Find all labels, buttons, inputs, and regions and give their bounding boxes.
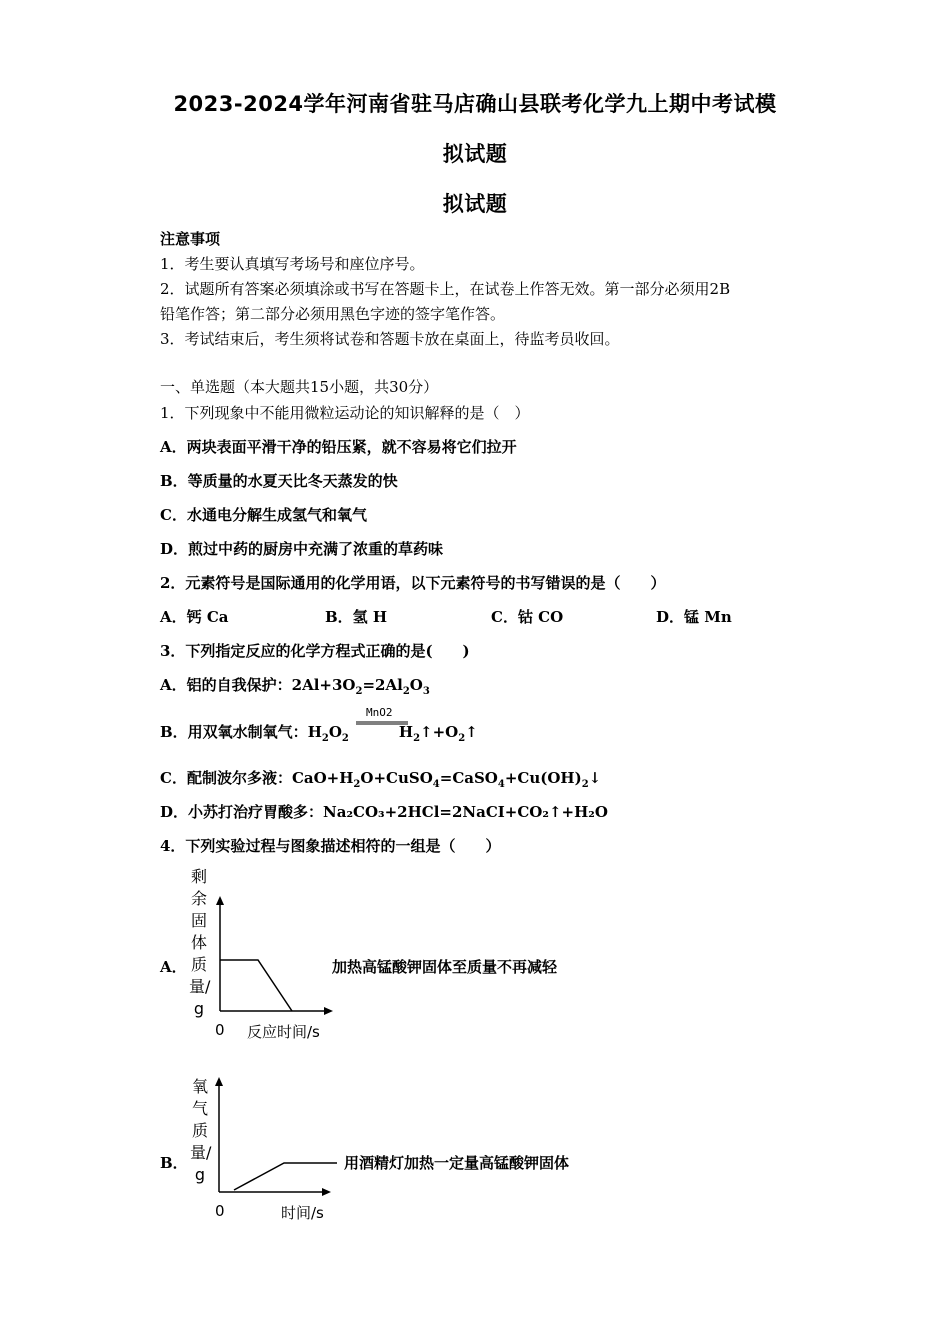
q1-option-d: D．煎过中药的厨房中充满了浓重的草药味 [160,540,444,558]
q3-option-b-reaction-bar [356,720,408,726]
q3-option-d-equation: Na₂CO₃+2HCl=2NaCI+CO₂↑+H₂O [323,803,608,821]
q1-option-a: A．两块表面平滑干净的铅压紧，就不容易将它们拉开 [160,438,517,456]
q4-graph-b-x-arrow [322,1188,331,1196]
q4-graph-b-origin: 0 [215,1202,225,1220]
notice-item-2a: 2．试题所有答案必须填涂或书写在答题卡上，在试卷上作答无效。第一部分必须用2B [160,280,731,298]
exam-title-line1: 2023-2024学年河南省驻马店确山县联考化学九上期中考试模 [173,92,777,116]
q3-option-b [160,721,478,744]
q4-graph-b [212,1075,337,1200]
notice-item-3: 3．考试结束后，考生须将试卷和答题卡放在桌面上，待监考员收回。 [160,330,620,348]
exam-title-line2: 拟试题 [442,142,508,166]
q4-graph-a-x-arrow [324,1007,333,1015]
q3-stem: 3．下列指定反应的化学方程式正确的是( ) [160,642,470,660]
q3-option-d [160,801,608,822]
q2-option-d: D．锰 Mn [656,608,732,626]
q4-stem: 4．下列实验过程与图象描述相符的一组是（ ） [160,837,501,855]
q4-graph-a-xlabel: 反应时间/s [247,1023,320,1041]
q3-option-b-prefix: B．用双氧水制氧气： [160,723,308,741]
q4-graph-a-origin: 0 [215,1021,225,1039]
q3-option-c-prefix: C．配制波尔多液： [160,769,292,787]
q2-option-a: A．钙 Ca [160,608,229,626]
q3-option-c-equation: $CaO+H_2O+CuSO_4=CaSO_4+Cu(OH)_2↓$ [291,769,602,790]
q3-option-c [160,767,601,790]
q4-graph-b-y-arrow [215,1077,223,1086]
q4-graph-b-ylabel: 氧气质量/g [190,1077,212,1184]
q4-graph-a-y-arrow [216,896,224,905]
q2-option-b: B．氢 H [325,608,388,626]
q3-option-a-prefix: A．铝的自我保护： [160,676,292,694]
q2-stem: 2．元素符号是国际通用的化学用语，以下元素符号的书写错误的是（ ） [160,574,666,592]
notice-item-1: 1．考生要认真填写考场号和座位序号。 [160,255,425,273]
q4-graph-b-curve [234,1163,337,1190]
notice-item-2b: 铅笔作答；第二部分必须用黑色字迹的签字笔作答。 [160,305,506,323]
section-heading: 一、单选题（本大题共15小题，共30分） [160,378,439,396]
q2-option-c: C．钴 CO [491,608,564,626]
q3-option-a-equation: $2Al+3O_2=2Al_2O_3$ [291,676,430,697]
q1-stem: 1．下列现象中不能用微粒运动论的知识解释的是（ ） [160,404,530,422]
exam-title-line3: 拟试题 [442,192,508,216]
q4-option-b-label: B． [160,1154,188,1172]
q4-graph-a-curve [220,960,292,1011]
q4-option-a-description: 加热高锰酸钾固体至质量不再减轻 [332,958,558,976]
q3-option-b-catalyst: MnO2 [366,706,393,719]
q4-graph-b-xlabel: 时间/s [281,1204,324,1222]
q3-option-a [160,674,430,697]
q1-option-c: C．水通电分解生成氢气和氧气 [160,506,367,524]
q4-graph-a-ylabel: 剩余固体质量/g [189,867,211,1018]
q4-option-a-label: A． [160,958,187,976]
notice-heading: 注意事项 [160,230,221,248]
q4-graph-a [212,895,337,1017]
q3-option-b-equation: $H_2O_2$ $H_2↑+O_2↑$ [307,723,478,744]
q4-option-b-description: 用酒精灯加热一定量高锰酸钾固体 [344,1154,570,1172]
q1-option-b: B．等质量的水夏天比冬天蒸发的快 [160,472,398,490]
q3-option-d-prefix: D．小苏打治疗胃酸多： [160,803,324,821]
